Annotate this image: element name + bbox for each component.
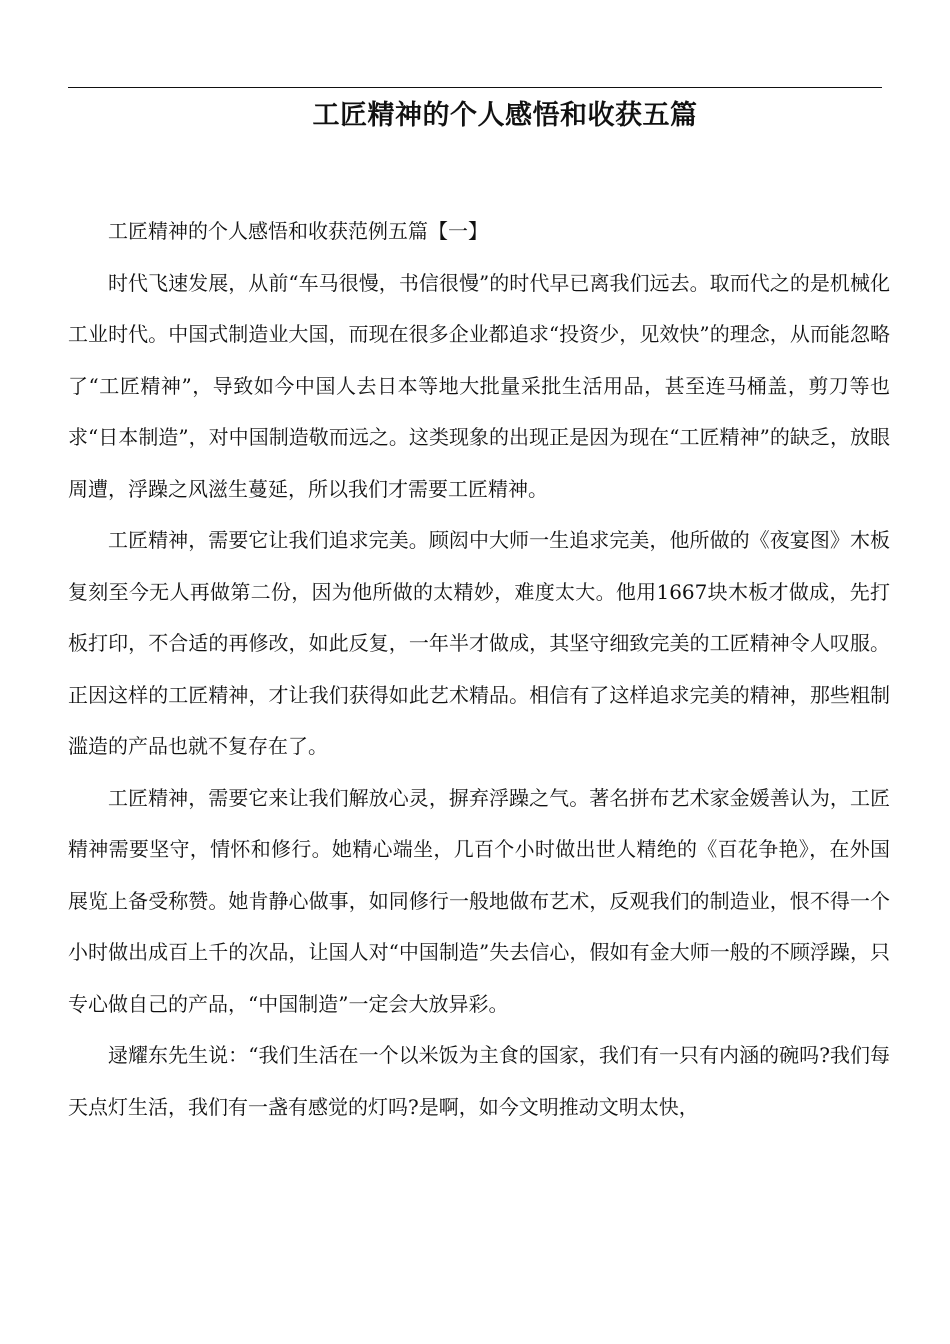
section-subtitle: 工匠精神的个人感悟和收获范例五篇【一】	[108, 219, 488, 243]
paragraph-1: 时代飞速发展，从前“车马很慢，书信很慢”的时代早已离我们远去。取而代之的是机械化工业时代。中国式制造业大国，而现在很多企业都追求“投资少，见效快”的理念，从而能忽略了“工匠精神”，导致如今中国人去日本等地大批量采批生活用品，甚至连马桶盖，剪刀等也求“日本制造”，对中国制造敬而远之。这类现象的出现正是因为现在“工匠精神”的缺乏，放眼周遭，浮躁之风滋生蔓延，所以我们才需要工匠精神。	[68, 270, 890, 501]
header-rule	[68, 87, 882, 88]
document-body	[68, 206, 890, 1133]
paragraph-4: 逯耀东先生说：“我们生活在一个以米饭为主食的国家，我们有一只有内涵的碗吗?我们每天点灯生活，我们有一盏有感觉的灯吗?是啊，如今文明推动文明太快，	[68, 1043, 890, 1119]
paragraph-2: 工匠精神，需要它让我们追求完美。顾闳中大师一生追求完美，他所做的《夜宴图》木板复刻至今无人再做第二份，因为他所做的太精妙，难度太大。他用1667块木板才做成，先打板打印，不合适的再修改，如此反复，一年半才做成，其坚守细致完美的工匠精神令人叹服。正因这样的工匠精神，才让我们获得如此艺术精品。相信有了这样追求完美的精神，那些粗制滥造的产品也就不复存在了。	[68, 528, 890, 758]
document-title: 工匠精神的个人感悟和收获五篇	[312, 100, 698, 131]
paragraph-3: 工匠精神，需要它来让我们解放心灵，摒弃浮躁之气。著名拼布艺术家金媛善认为，工匠精神需要坚守，情怀和修行。她精心端坐，几百个小时做出世人精绝的《百花争艳》，在外国展览上备受称赞。她肯静心做事，如同修行一般地做布艺术，反观我们的制造业，恨不得一个小时做出成百上千的次品，让国人对“中国制造”失去信心，假如有金大师一般的不顾浮躁，只专心做自己的产品，“中国制造”一定会大放异彩。	[68, 785, 890, 1016]
